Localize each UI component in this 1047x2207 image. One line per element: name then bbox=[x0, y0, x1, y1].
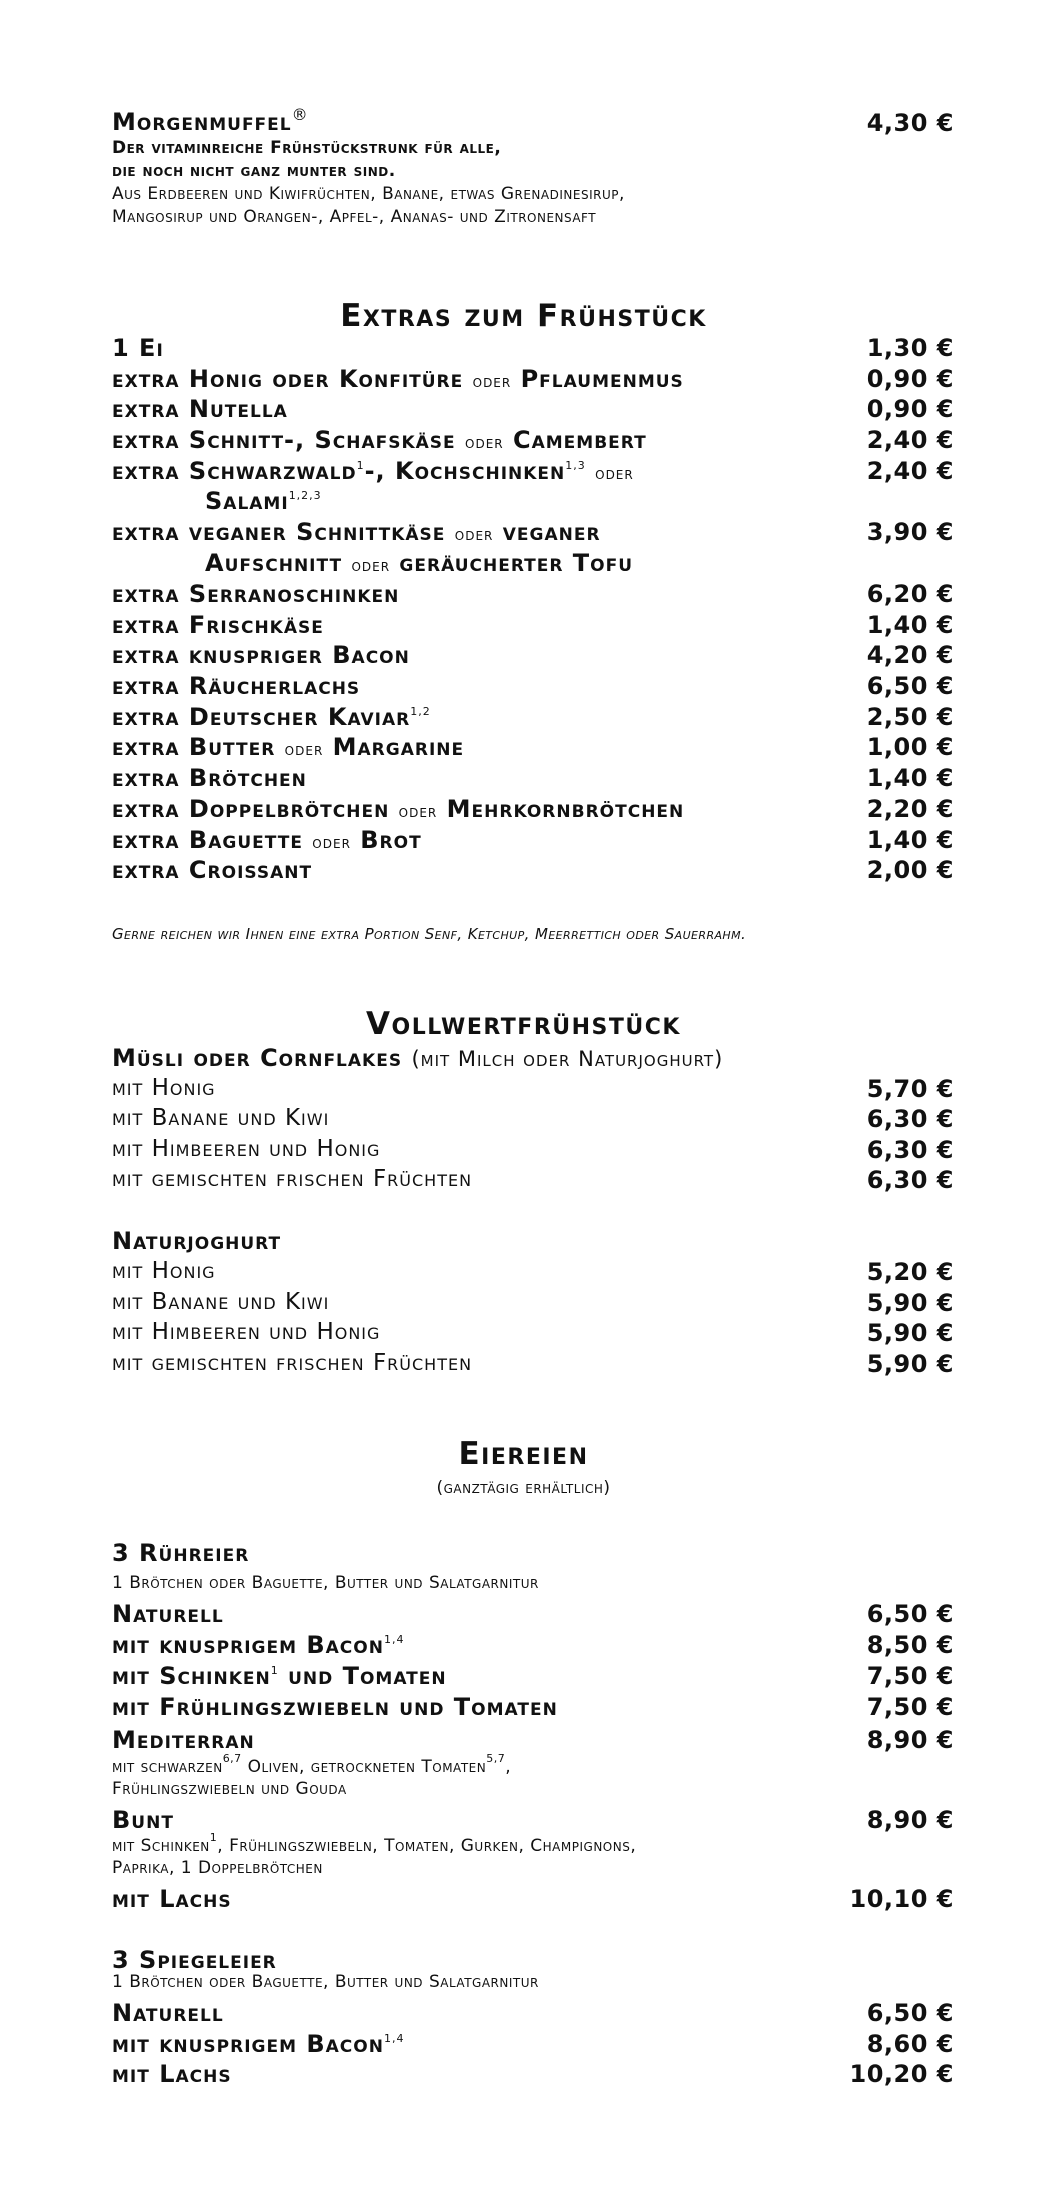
footnote-sup: 1,4 bbox=[383, 1633, 405, 1646]
joghurt-item-fruechte: mit gemischten frischen Früchten bbox=[112, 1350, 473, 1376]
footnote-sup: 5,7 bbox=[486, 1752, 506, 1765]
oder-word: oder bbox=[454, 525, 494, 545]
ruehreier-price-fruehling: 7,50 € bbox=[866, 1693, 954, 1721]
muesli-title-text: Müsli oder Cornflakes bbox=[112, 1044, 403, 1072]
footnote-sup: 1,2,3 bbox=[288, 489, 322, 502]
ruehreier-item-fruehling: mit Frühlingszwiebeln und Tomaten bbox=[112, 1693, 558, 1721]
morgenmuffel-line4: Mangosirup und Orangen-, Apfel-, Ananas- und Zitronensaft bbox=[112, 207, 597, 227]
bunt-desc1a: mit Schinken bbox=[112, 1836, 210, 1856]
spiegeleier-item-lachs: mit Lachs bbox=[112, 2060, 232, 2088]
ruehreier-item-lachs: mit Lachs bbox=[112, 1885, 232, 1913]
footnote-sup: 6,7 bbox=[222, 1752, 242, 1765]
muesli-subtitle: (mit Milch oder Naturjoghurt) bbox=[411, 1047, 724, 1071]
ruehreier-item-naturell: Naturell bbox=[112, 1600, 224, 1628]
ruehreier-price-schinken: 7,50 € bbox=[866, 1662, 954, 1690]
ruehreier-item-schinken bbox=[112, 1662, 447, 1690]
extras-price-lachs: 6,50 € bbox=[866, 672, 954, 700]
extras-price-kaviar: 2,50 € bbox=[866, 703, 954, 731]
extras-baguette-b: Brot bbox=[360, 826, 422, 854]
spiegeleier-price-lachs: 10,20 € bbox=[849, 2060, 954, 2088]
footnote-sup: 1,4 bbox=[383, 2032, 405, 2045]
extras-kaese-b: Camembert bbox=[513, 426, 647, 454]
bunt-desc1b: , Frühlingszwiebeln, Tomaten, Gurken, Champignons, bbox=[217, 1836, 637, 1856]
extras-item-vegan bbox=[112, 518, 601, 546]
muesli-item-himbeeren: mit Himbeeren und Honig bbox=[112, 1136, 381, 1162]
spiegeleier-title: 3 Spiegeleier bbox=[112, 1946, 277, 1974]
ruehreier-title: 3 Rühreier bbox=[112, 1539, 250, 1567]
extras-price-baguette: 1,40 € bbox=[866, 826, 954, 854]
extras-schinken-a: extra Schwarzwald bbox=[112, 457, 357, 485]
bunt-desc1 bbox=[112, 1831, 637, 1856]
extras-vegan-a: extra veganer Schnittkäse bbox=[112, 518, 446, 546]
ruehreier-price-mediterran: 8,90 € bbox=[866, 1726, 954, 1754]
extras-price-doppel: 2,20 € bbox=[866, 795, 954, 823]
section-title-extras: Extras zum Frühstück bbox=[340, 298, 707, 334]
extras-vegan-b: veganer bbox=[502, 518, 601, 546]
footnote-sup: 1 bbox=[270, 1664, 279, 1677]
extras-item-frischkaese: extra Frischkäse bbox=[112, 611, 324, 639]
extras-kaese-a: extra Schnitt-, Schafskäse bbox=[112, 426, 456, 454]
extras-vegan-d: geräucherter Tofu bbox=[399, 549, 634, 577]
extras-price-vegan: 3,90 € bbox=[866, 518, 954, 546]
extras-price-butter: 1,00 € bbox=[866, 733, 954, 761]
section-title-vollwert: Vollwertfrühstück bbox=[366, 1006, 681, 1042]
extras-schinken-a2: -, Kochschinken bbox=[364, 457, 566, 485]
extras-baguette-a: extra Baguette bbox=[112, 826, 303, 854]
section-title-eiereien: Eiereien bbox=[458, 1436, 589, 1472]
spiegeleier-price-bacon: 8,60 € bbox=[866, 2030, 954, 2058]
extras-butter-a: extra Butter bbox=[112, 733, 276, 761]
extras-doppel-b: Mehrkornbrötchen bbox=[446, 795, 685, 823]
muesli-price-himbeeren: 6,30 € bbox=[866, 1136, 954, 1164]
ruehreier-price-lachs: 10,10 € bbox=[849, 1885, 954, 1913]
footnote-sup: 1,2 bbox=[410, 705, 431, 718]
ruehreier-item-mediterran: Mediterran bbox=[112, 1726, 255, 1754]
joghurt-item-himbeeren: mit Himbeeren und Honig bbox=[112, 1319, 381, 1345]
eiereien-subtitle: (ganztägig erhältlich) bbox=[436, 1478, 611, 1498]
extras-item-bacon: extra knuspriger Bacon bbox=[112, 641, 410, 669]
joghurt-price-honig: 5,20 € bbox=[866, 1258, 954, 1286]
extras-note: Gerne reichen wir Ihnen eine extra Portion Senf, Ketchup, Meerrettich oder Sauerrahm. bbox=[112, 925, 747, 943]
extras-price-frischkaese: 1,40 € bbox=[866, 611, 954, 639]
extras-item-salami bbox=[205, 487, 322, 515]
mediterran-desc1 bbox=[112, 1752, 512, 1777]
muesli-price-banane: 6,30 € bbox=[866, 1105, 954, 1133]
ruehreier-price-naturell: 6,50 € bbox=[866, 1600, 954, 1628]
muesli-item-honig: mit Honig bbox=[112, 1075, 216, 1101]
extras-honig-b: Pflaumenmus bbox=[520, 365, 684, 393]
extras-item-lachs: extra Räucherlachs bbox=[112, 672, 361, 700]
extras-kaviar-text: extra Deutscher Kaviar bbox=[112, 703, 411, 731]
extras-price-honig: 0,90 € bbox=[866, 365, 954, 393]
extras-butter-b: Margarine bbox=[332, 733, 465, 761]
joghurt-title: Naturjoghurt bbox=[112, 1227, 282, 1255]
mediterran-desc2: Frühlingszwiebeln und Gouda bbox=[112, 1779, 347, 1799]
oder-word: oder bbox=[398, 802, 438, 822]
spiegeleier-bacon-text: mit knusprigem Bacon bbox=[112, 2030, 384, 2058]
extras-price-ei: 1,30 € bbox=[866, 334, 954, 362]
footnote-sup: 1,3 bbox=[565, 459, 586, 472]
extras-honig-a: extra Honig oder Konfitüre bbox=[112, 365, 464, 393]
ruehreier-price-bacon: 8,50 € bbox=[866, 1631, 954, 1659]
joghurt-item-banane: mit Banane und Kiwi bbox=[112, 1289, 330, 1315]
morgenmuffel-line1: Der vitaminreiche Frühstückstrunk für alle, bbox=[112, 138, 502, 158]
extras-item-broetchen: extra Brötchen bbox=[112, 764, 307, 792]
extras-item-baguette bbox=[112, 826, 422, 854]
spiegeleier-desc: 1 Brötchen oder Baguette, Butter und Salatgarnitur bbox=[112, 1972, 539, 1992]
morgenmuffel-price: 4,30 € bbox=[866, 109, 954, 137]
extras-vegan-c: Aufschnitt bbox=[205, 549, 343, 577]
morgenmuffel-title-text: Morgenmuffel bbox=[112, 108, 292, 136]
extras-item-vegan-2 bbox=[205, 549, 633, 577]
ruehreier-price-bunt: 8,90 € bbox=[866, 1806, 954, 1834]
morgenmuffel-line2: die noch nicht ganz munter sind. bbox=[112, 161, 396, 181]
extras-item-ei: 1 Ei bbox=[112, 334, 164, 362]
ruehreier-schinken-text2: und Tomaten bbox=[278, 1662, 447, 1690]
extras-item-kaviar bbox=[112, 703, 431, 731]
oder-word: oder bbox=[595, 464, 634, 484]
footnote-sup: 1 bbox=[209, 1831, 218, 1844]
spiegeleier-price-naturell: 6,50 € bbox=[866, 1999, 954, 2027]
extras-item-nutella: extra Nutella bbox=[112, 395, 288, 423]
extras-price-bacon: 4,20 € bbox=[866, 641, 954, 669]
joghurt-item-honig: mit Honig bbox=[112, 1258, 216, 1284]
extras-price-broetchen: 1,40 € bbox=[866, 764, 954, 792]
extras-item-schinken bbox=[112, 457, 634, 485]
muesli-price-fruechte: 6,30 € bbox=[866, 1166, 954, 1194]
spiegeleier-item-naturell: Naturell bbox=[112, 1999, 224, 2027]
joghurt-price-banane: 5,90 € bbox=[866, 1289, 954, 1317]
morgenmuffel-title bbox=[112, 105, 309, 136]
ruehreier-desc: 1 Brötchen oder Baguette, Butter und Salatgarnitur bbox=[112, 1573, 539, 1593]
extras-price-croissant: 2,00 € bbox=[866, 856, 954, 884]
extras-price-kaese: 2,40 € bbox=[866, 426, 954, 454]
spiegeleier-item-bacon bbox=[112, 2030, 404, 2058]
mediterran-desc1a: mit schwarzen bbox=[112, 1757, 223, 1777]
extras-doppel-a: extra Doppelbrötchen bbox=[112, 795, 390, 823]
oder-word: oder bbox=[472, 372, 512, 392]
joghurt-price-himbeeren: 5,90 € bbox=[866, 1319, 954, 1347]
registered-mark: ® bbox=[291, 105, 309, 124]
extras-item-honig bbox=[112, 365, 684, 393]
ruehreier-schinken-text: mit Schinken bbox=[112, 1662, 271, 1690]
oder-word: oder bbox=[465, 433, 504, 453]
extras-price-serrano: 6,20 € bbox=[866, 580, 954, 608]
oder-word: oder bbox=[284, 740, 324, 760]
ruehreier-item-bunt: Bunt bbox=[112, 1806, 174, 1834]
mediterran-desc1c: , bbox=[505, 1757, 512, 1777]
extras-item-serrano: extra Serranoschinken bbox=[112, 580, 400, 608]
muesli-item-fruechte: mit gemischten frischen Früchten bbox=[112, 1166, 473, 1192]
ruehreier-bacon-text: mit knusprigem Bacon bbox=[112, 1631, 384, 1659]
muesli-price-honig: 5,70 € bbox=[866, 1075, 954, 1103]
muesli-title bbox=[112, 1044, 723, 1072]
extras-item-doppel bbox=[112, 795, 684, 823]
extras-salami-text: Salami bbox=[205, 487, 289, 515]
mediterran-desc1b: Oliven, getrockneten Tomaten bbox=[241, 1757, 487, 1777]
extras-item-kaese bbox=[112, 426, 647, 454]
ruehreier-item-bacon bbox=[112, 1631, 404, 1659]
extras-price-nutella: 0,90 € bbox=[866, 395, 954, 423]
joghurt-price-fruechte: 5,90 € bbox=[866, 1350, 954, 1378]
oder-word: oder bbox=[312, 833, 351, 853]
bunt-desc2: Paprika, 1 Doppelbrötchen bbox=[112, 1858, 323, 1878]
oder-word: oder bbox=[351, 556, 391, 576]
extras-price-schinken: 2,40 € bbox=[866, 457, 954, 485]
footnote-sup: 1 bbox=[356, 459, 365, 472]
extras-item-croissant: extra Croissant bbox=[112, 856, 313, 884]
morgenmuffel-line3: Aus Erdbeeren und Kiwifrüchten, Banane, etwas Grenadinesirup, bbox=[112, 184, 625, 204]
muesli-item-banane: mit Banane und Kiwi bbox=[112, 1105, 330, 1131]
extras-item-butter bbox=[112, 733, 464, 761]
